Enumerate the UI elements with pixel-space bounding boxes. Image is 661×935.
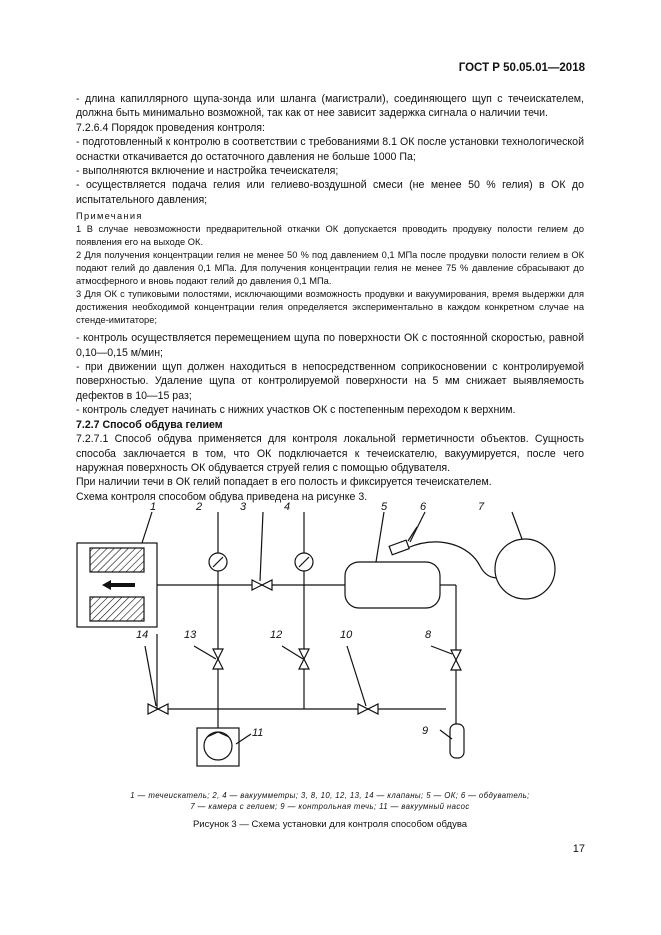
document-code: ГОСТ Р 50.05.01—2018 xyxy=(458,62,585,74)
paragraph: - осуществляется подача гелия или гелиево-воздушной смеси (не менее 50 % гелия) в ОК до испытательного давления; xyxy=(76,179,584,206)
paragraph: - контроль осуществляется перемещением щупа по поверхности ОК с постоянной скоростью, равной 0,10—0,15 м/мин; xyxy=(76,332,584,359)
paragraph: - подготовленный к контролю в соответствии с требованиями 8.1 ОК после установки технологической оснастки откачивается до остаточного давления не больше 1000 Па; xyxy=(76,136,584,163)
figure-caption: Рисунок 3 — Схема установки для контроля способом обдува xyxy=(192,819,468,830)
control-leak xyxy=(450,724,464,758)
label-7: 7 xyxy=(478,501,485,513)
leak-detector-hatch-top xyxy=(90,548,144,572)
paragraph: - контроль следует начинать с нижних участков ОК с постепенным переходом к верхним. xyxy=(76,404,516,417)
notes-block xyxy=(76,210,584,327)
label-4: 4 xyxy=(284,501,291,513)
valve-10 xyxy=(358,704,378,714)
note: 2 Для получения концентрации гелия не менее 50 % под давлением 0,1 МПа после продувки полости гелием в ОК подают гелий до давления 0,1 МПа. Для получения концентрации гелия не менее 75 % давление сбрасывают до атмосферного и вновь подают гелий до давления 0,1 МПа. xyxy=(76,250,584,287)
installation-scheme xyxy=(60,496,560,776)
label-1: 1 xyxy=(150,501,157,513)
paragraph: 7.2.7.1 Способ обдува применяется для контроля локальной герметичности объектов. Сущность способа заключается в том, что ОК подключается к течеискателю, вакуумируется, после чего наружная поверхность ОК обдувается струей гелия с помощью обдувателя. xyxy=(76,433,584,474)
valve-14 xyxy=(148,704,168,714)
page-number: 17 xyxy=(572,843,585,855)
test-object xyxy=(345,562,440,608)
leak-detector-hatch-bottom xyxy=(90,597,144,621)
label-13: 13 xyxy=(184,629,197,641)
note: 1 В случае невозможности предварительной откачки ОК допускается проводить продувку полости гелием до появления его на выходе ОК. xyxy=(76,224,584,248)
section-title: 7.2.7 Способ обдува гелием xyxy=(76,418,223,431)
figure-legend xyxy=(76,790,584,812)
main-text xyxy=(76,92,584,504)
paragraph: - выполняются включение и настройка течеискателя; xyxy=(76,165,339,178)
valve-12 xyxy=(299,649,309,669)
label-2: 2 xyxy=(196,501,203,513)
helium-chamber xyxy=(495,539,555,599)
paragraph: Схема контроля способом обдува приведена на рисунке 3. xyxy=(76,490,368,503)
valve-13 xyxy=(213,649,223,669)
paragraph: При наличии течи в ОК гелий попадает в его полость и фиксируется течеискателем. xyxy=(76,476,492,489)
legend-line: 1 — течеискатель; 2, 4 — вакуумметры; 3, 8, 10, 12, 13, 14 — клапаны; 5 — ОК; 6 — обдуватель; xyxy=(130,791,530,800)
paragraph: - длина капиллярного щупа-зонда или шланга (магистрали), соединяющего щуп с течеискателем, должна быть минимально возможной, так как от нее зависит задержка сигнала о наличии течи. xyxy=(76,93,584,120)
label-10: 10 xyxy=(340,629,353,641)
label-9: 9 xyxy=(422,725,429,737)
legend-line: 7 — камера с гелием; 9 — контрольная течь; 11 — вакуумный насос xyxy=(190,802,470,811)
label-8: 8 xyxy=(425,629,432,641)
paragraph: 7.2.6.4 Порядок проведения контроля: xyxy=(76,121,265,134)
notes-title: Примечания xyxy=(76,211,143,222)
valve-8 xyxy=(451,650,461,670)
paragraph: - при движении щуп должен находиться в непосредственном соприкосновении с контролируемой поверхностью. Удаление щупа от контролируемой поверхности на 5 мм снижает выявляемость дефектов в 10—15 раз; xyxy=(76,361,584,402)
label-14: 14 xyxy=(136,629,149,641)
label-6: 6 xyxy=(420,501,427,513)
label-12: 12 xyxy=(270,629,283,641)
label-3: 3 xyxy=(240,501,247,513)
valve-3 xyxy=(252,580,272,590)
helium-blower xyxy=(389,540,409,555)
note: 3 Для ОК с тупиковыми полостями, исключающими возможность продувки и вакуумирования, время выдержки для достижения необходимой концентрации гелия определяется экспериментально в каждом конкретном случае на стенде-имитаторе; xyxy=(76,289,584,326)
label-11: 11 xyxy=(252,727,264,739)
label-5: 5 xyxy=(381,501,388,513)
